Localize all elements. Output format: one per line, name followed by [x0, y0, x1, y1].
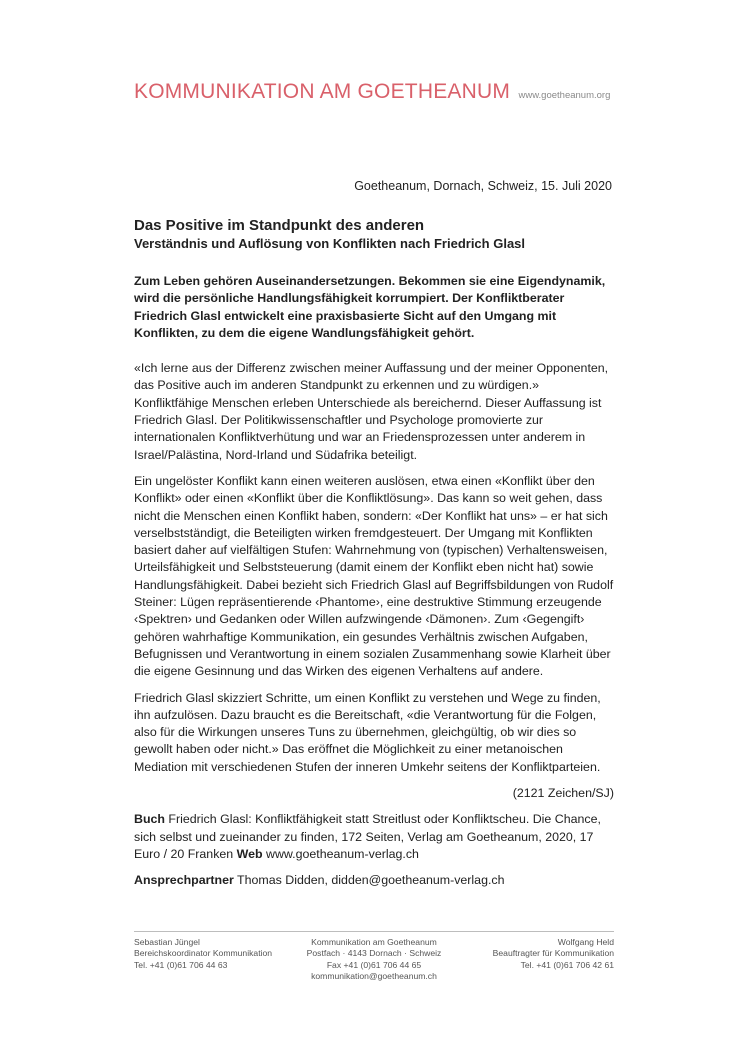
footer-line: Beauftragter für Kommunikation [492, 948, 614, 959]
footer-divider [134, 931, 614, 932]
footer-line: Postfach · 4143 Dornach · Schweiz [306, 948, 442, 959]
article-title: Das Positive im Standpunkt des anderen [134, 217, 425, 234]
footer-line: Kommunikation am Goetheanum [311, 937, 437, 947]
contact-label: Ansprechpartner [134, 873, 234, 888]
article-body [134, 216, 614, 890]
website-link[interactable]: www.goetheanum.org [518, 90, 611, 101]
footer-email[interactable]: kommunikation@goetheanum.ch [311, 971, 437, 982]
footer-line: Tel. +41 (0)61 706 44 63 [134, 959, 228, 970]
footer-line: Sebastian Jüngel [134, 937, 200, 947]
footer-line: Tel. +41 (0)61 706 42 61 [520, 959, 614, 970]
body-paragraph: «Ich lerne aus der Differenz zwischen meiner Auffassung und der meiner Opponenten, das Positive auch im anderen Standpunkt zu erkennen und zu würdigen.» Konfliktfähige Menschen erleben Unterschiede als bereichernd. Dieser Auffassung ist Friedrich Glasl. Der Politikwissenschaftler und Psychologe promovierte zur internationalen Konfliktverhütung und war an Friedensprozessen unter anderem in Israel/Palästina, Nord-Irland und Südafrika beteiligt. [134, 361, 609, 462]
book-text: Friedrich Glasl: Konfliktfähigkeit statt Streitlust oder Konfliktscheu. Die Chance, sich selbst und zueinander zu finden, 172 Seiten, Verlag am Goetheanum, 2020, 17 Euro / 20 Franken [134, 812, 601, 861]
footer-line: Fax +41 (0)61 706 44 65 [326, 959, 422, 970]
book-info [134, 811, 614, 863]
footer-left-column [134, 937, 272, 971]
article-subtitle: Verständnis und Auflösung von Konflikten nach Friedrich Glasl [134, 236, 526, 251]
contact-info [134, 872, 614, 889]
footer-line: Wolfgang Held [557, 937, 614, 947]
character-count: (2121 Zeichen/SJ) [512, 786, 614, 801]
letterhead [134, 80, 610, 104]
footer-right-column [493, 937, 614, 971]
contact-text[interactable]: Thomas Didden, didden@goetheanum-verlag.ch [233, 873, 505, 888]
footer-line: Bereichskoordinator Kommunikation [134, 948, 273, 959]
brand-title: KOMMUNIKATION AM GOETHEANUM [134, 80, 511, 103]
lead-paragraph: Zum Leben gehören Auseinandersetzungen. Bekommen sie eine Eigendynamik, wird die persönliche Handlungsfähigkeit korrumpiert. Der Konfliktberater Friedrich Glasl entwickelt eine praxisbasierte Sicht auf den Umgang mit Konflikten, zu dem die eigene Wandlungsfähigkeit gehört. [134, 274, 606, 340]
book-label: Buch [134, 812, 165, 827]
web-link[interactable]: www.goetheanum-verlag.ch [262, 846, 419, 861]
dateline: Goetheanum, Dornach, Schweiz, 15. Juli 2020 [354, 179, 612, 193]
body-paragraph: Ein ungelöster Konflikt kann einen weiteren auslösen, etwa einen «Konflikt über den Konflikt» oder einen «Konflikt über die Konfliktlösung». Das kann so weit gehen, dass nicht die Menschen einen Konflikt haben, sondern: «Der Konflikt hat uns» – er hat sich verselbstständigt, die Beteiligten wirken fremdgesteuert. Der Umgang mit Konflikten basiert daher auf vielfältigen Stufen: Wahrnehmung von (typischen) Verhaltensweisen, Urteilsfähigkeit und Selbststeuerung (damit einem der Konflikt eben nicht hat) sowie Handlungsfähigkeit. Dabei bezieht sich Friedrich Glasl auf Begriffsbildungen von Rudolf Steiner: Lügen repräsentierende ‹Phantome›, eine destruktive Stimmung erzeugende ‹Spektren› und Gedanken oder Willen aufzwingende ‹Dämonen›. Zum ‹Gegengift› gehören wahrhaftige Kommunikation, ein gesundes Verhältnis zwischen Aufgaben, Befugnissen und Verantwortung in einem sozialen Zusammenhang sowie Klarheit über die eigene Gesinnung und das Wirken des eigenen Verhaltens auf andere. [134, 473, 614, 679]
body-paragraph: Friedrich Glasl skizziert Schritte, um einen Konflikt zu verstehen und Wege zu finden, ihn aufzulösen. Dazu braucht es die Bereitschaft, «die Verantwortung für die Folgen, also für die Wirkungen unseres Tuns zu übernehmen, gleichgültig, ob wir dies so gewollt haben oder nicht.» Das eröffnet die Möglichkeit zu einer metanoischen Mediation mit verschiedenen Stufen der inneren Umkehr seitens der Konfliktparteien. [134, 690, 601, 774]
web-label: Web [236, 846, 263, 861]
